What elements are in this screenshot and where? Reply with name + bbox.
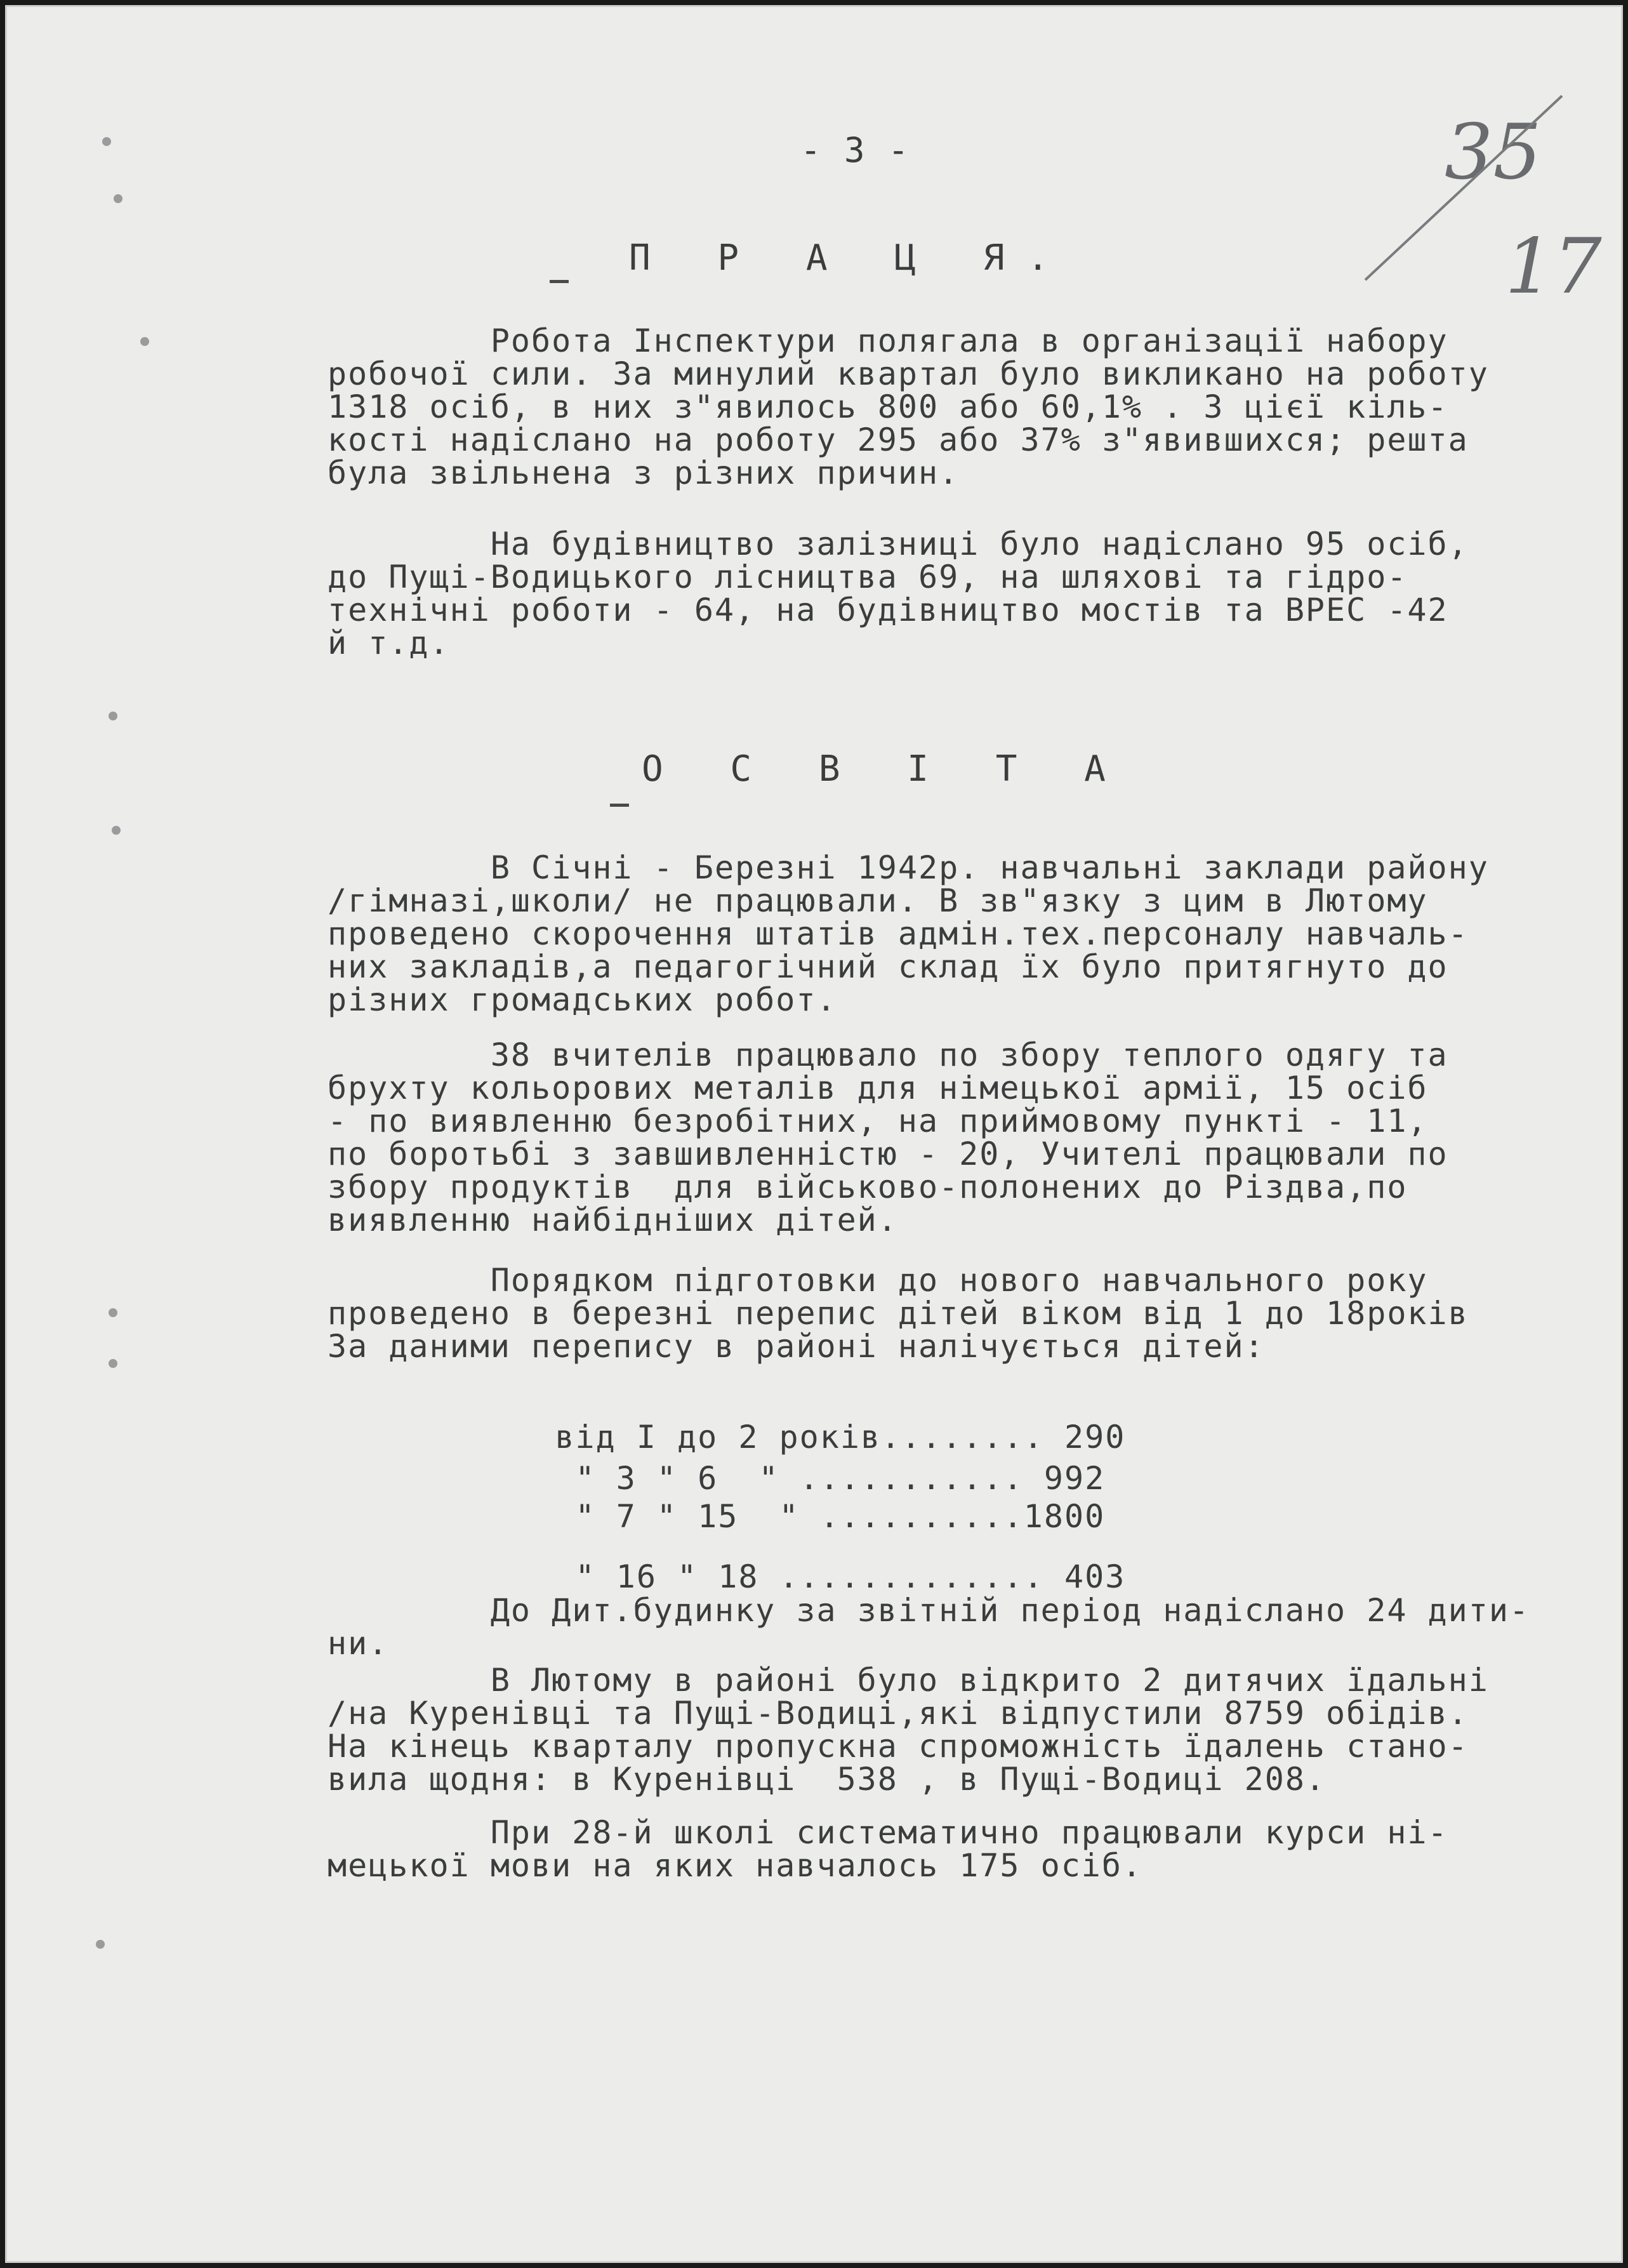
punch-hole xyxy=(109,712,117,720)
punch-hole xyxy=(96,1940,105,1949)
census-row-value: 290 xyxy=(1064,1419,1126,1456)
paragraph: На будівництво залізниці було надіслано 95 осіб, до Пущі-Водицького лісництва 69, на шляхові та гідро- технічні роботи - 64, на будівництво мостів та ВРЕС -42 й т.д. xyxy=(328,526,1469,661)
punch-hole xyxy=(109,1308,117,1317)
census-row-label: " 3 " 6 " ........... xyxy=(555,1460,1024,1497)
paragraph: При 28-й школі систематично працювали курси ні- мецької мови на яких навчалось 175 осіб. xyxy=(328,1814,1448,1884)
census-row-label: " 16 " 18 ............. xyxy=(555,1558,1044,1595)
punch-hole xyxy=(112,826,121,835)
punch-hole xyxy=(114,194,122,203)
archive-number-top: 35 xyxy=(1445,109,1542,197)
census-row-value: 1800 xyxy=(1023,1498,1106,1535)
punch-hole xyxy=(109,1359,117,1368)
census-row-label: від І до 2 років........ xyxy=(555,1419,1044,1456)
section-heading-osvita: О С В І Т А xyxy=(642,748,1128,790)
census-row-value: 403 xyxy=(1064,1558,1126,1595)
heading-dash xyxy=(610,804,629,807)
archive-slash-mark xyxy=(1340,70,1581,312)
punch-hole xyxy=(140,337,149,346)
punch-hole xyxy=(102,137,111,146)
census-row-value: 992 xyxy=(1043,1460,1106,1497)
archive-number-bottom: 17 xyxy=(1505,223,1602,311)
heading-dash xyxy=(550,280,569,283)
paragraph: Порядком підготовки до нового навчального року проведено в березні перепис дітей віком від 1 до 18років За даними перепису в районі налічується дітей: xyxy=(328,1262,1469,1365)
paragraph: До Дит.будинку за звітній період надіслано 24 дити- ни. xyxy=(328,1592,1530,1662)
paragraph: В Січні - Березні 1942р. навчальні заклади району /гімназі,школи/ не працювали. В зв"язку з цим в Лютому проведено скорочення штатів адмін.тех.персоналу навчаль- них закладів,а педагогічний склад їх було притягнуто до різних громадських робот. xyxy=(328,849,1489,1018)
section-heading-praca: П Р А Ц Я. xyxy=(629,237,1072,279)
page-number: - 3 - xyxy=(800,130,910,170)
paragraph: В Лютому в районі було відкрито 2 дитячих їдальні /на Куренівці та Пущі-Водиці,які відпустили 8759 обідів. На кінець кварталу пропускна спроможність їдалень стано- вила щодня: в Куренівці 538 , в Пущі-Водиці 208. xyxy=(328,1662,1489,1798)
paragraph: Робота Інспектури полягала в організації набору робочої сили. За минулий квартал було викликано на роботу 1318 осіб, в них з"явилось 800 або 60,1% . З цієї кіль- кості надіслано на роботу 295 або 37% з"явившихся; решта була звільнена з різних причин. xyxy=(328,322,1489,491)
census-row-label: " 7 " 15 " .......... xyxy=(555,1498,1024,1535)
paragraph: 38 вчителів працювало по збору теплого одягу та брухту кольорових металів для німецької армії, 15 осіб - по виявленню безробітних, на приймовому пункті - 11, по боротьбі з завшивленністю - 20, Учителі працювали по збору продуктів для військово-полонених до Різдва,по виявленню найбідніших дітей. xyxy=(328,1037,1448,1238)
document-page xyxy=(5,5,1623,2263)
